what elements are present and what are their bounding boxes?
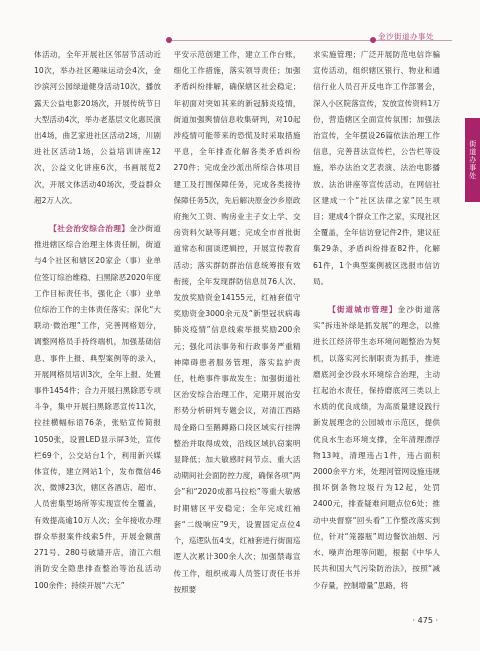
page-number: · 475 · <box>412 616 438 625</box>
running-head-title: 金沙街道办事处 <box>378 32 434 41</box>
paragraph-public-security <box>34 221 161 594</box>
section-side-tab: 街道办事处 <box>465 118 480 202</box>
running-head <box>0 0 480 42</box>
section-heading-public-security: 【社会治安综合治理】 <box>49 224 130 234</box>
paragraph-cultural-activities: 体活动，全年开展社区邻居节活动近10次，举办社区趣味运动会4次，金沙滨河公园绿道健身活动10次，播放露天公益电影20场次，开展传统节日大型活动4次，举办老基层文化惠民演出4场，曲艺家进社区活动2场，川剧进社区活动1场，公益培训讲座12次，公益文化讲座6次，书画展览2次，开展文体活动40场次，受益群众超2万人次。 <box>34 50 161 205</box>
paragraph-urban-management-text: 金沙街道落实“拆违补绿是抓发展”的理念，以推进长江经济带生态环境问题整治为契机，以落实河长制职责为抓手，推进磨底河金沙段水环境综合治理，主动扛起治水责任，保持磨底河三类以上水质的优良成绩，为高质量建设践行新发展理念的公园城市示范区，提供优良水生态环境支撑，全年清理漂浮物13吨，清理违占1件，违占面积2000余平方米，处理河管网设施违规损坏倒条物垃圾行为12起，处罚2400元，排查疑难问题点位6处；推动中央督察“回头看”工作整改落实到位，针对“笼器瓶”周边餐饮油烟、污水、噪声治理等问题，根据《中华人民共和国大气污染防治法》，按照“减少存量，控制增量”思路，将 <box>313 305 440 590</box>
paragraph-legal-publicity: 求实施管理；广泛开展防范电信诈骗宣传活动，组织辖区银行、物业和通信行业人员召开反电诈工作部署会，深入小区院落宣传，发放宣传资料1万份，营造辖区全面宣传氛围；加强法治宣传，全年摆设26篇依法治理工作信息，完善普法宣传栏，公告栏等设施，举办法治文艺表演、法治电影播放、法治讲座等宣传活动，在网信社区建成一个“社区法律之家”民生项目；建成4个群众工作之家，实现社区全覆盖，全年信访登记件2件，建议征集29条，矛盾纠纷排查82件，化解61件，1个典型案例被区选报市信访局。 <box>313 50 440 286</box>
section-heading-urban-management: 【街道城市管理】 <box>328 305 398 315</box>
column-1 <box>34 47 161 613</box>
paragraph-safety-creation: 平安示范创建工作，建立工作台账，细化工作措施，落实领导责任；加强矛盾纠纷排解，确保辖区社会稳定；年初面对突如其来的新冠肺炎疫情，街道加强舆情信息收集研判，对10起涉疫情可能带来的恐慌及时采取措施平息，全年排查化解各类矛盾纠纷270件；完成金沙派出所综合体项目建工及打围保障任务，完成各类接待保障任务5次，先后解决原金沙乡原政府拖欠工资、购房业主子女上学、交房资料欠缺等问题；完成全市首批街道常态和面谈逻辑控，开展宣传教育活动；落实群防群治信息统筹报有效衔接，全年发现群防信息员76人次、发放奖励资金14155元，红袖套值守奖励资金3000余元及“新型冠状病毒肺炎疫情”信息线索举报奖励200余元；强化司法事务和行政事务严重精神障碍患者服务管理，落实监护责任，杜绝事件事故发生；加强街道社区治安综合治理工作，定期开展治安形势分析研判专题会议，对清江西路局金路口至鹅蹲路口段区域实行挂牌整治并取得成效，沿线区域扒窃案明显降低；加大敏感时间节点、重大活动期间社会面防控力度，确保各项“两会”和“2020成都马拉松”等重大敏感时期辖区平安稳定；全年完成红袖套“二级响应”9天，设置固定点位4个，巡逻队伍4支，红袖套进行街面巡逻人次累计300余人次；加强禁毒宣传工作，组织戒毒人员签订责任书并按照要 <box>173 50 301 594</box>
paragraph-public-security-text: 金沙街道推进辖区综合治理主体责任制，街道与4个社区和辖区20家企（事）业单位签订综治维稳、扫黑除恶2020年度工作目标责任书，强化企（事）业单位综治工作的主体责任落实；深化“大联动·微治理”工作，完善网格划分，调整网格员手持终端机，加强基础信息、事件上报、典型案例等的录入，开展网格员培训3次，全年上报、处置事件1454件；合力开展扫黑除恶专项斗争，集中开展扫黑除恶宣传11次，拉挂横幅标语76条，张贴宣传简报1050张，设置LED显示屏3处，宣传栏69个，公交站台1个，利用新兴媒体宣传，建立网站1个，发布微信46次、微博23次，辖区各酒店、超市、人员密集型场所等实现宣传全覆盖，有效提高逾10万人次；全年接收办理群众举报案件线索5件，开展金额凿271号、280号破墙开店，清江六组消防安全隐患排查整治等治乱活动100余件；持续开展“六无” <box>34 224 161 590</box>
column-3 <box>313 47 440 613</box>
column-2 <box>174 47 301 613</box>
header-dot-left <box>166 37 172 43</box>
body-columns <box>34 47 440 613</box>
header-dot-right <box>370 37 376 43</box>
paragraph-urban-management <box>313 302 440 594</box>
